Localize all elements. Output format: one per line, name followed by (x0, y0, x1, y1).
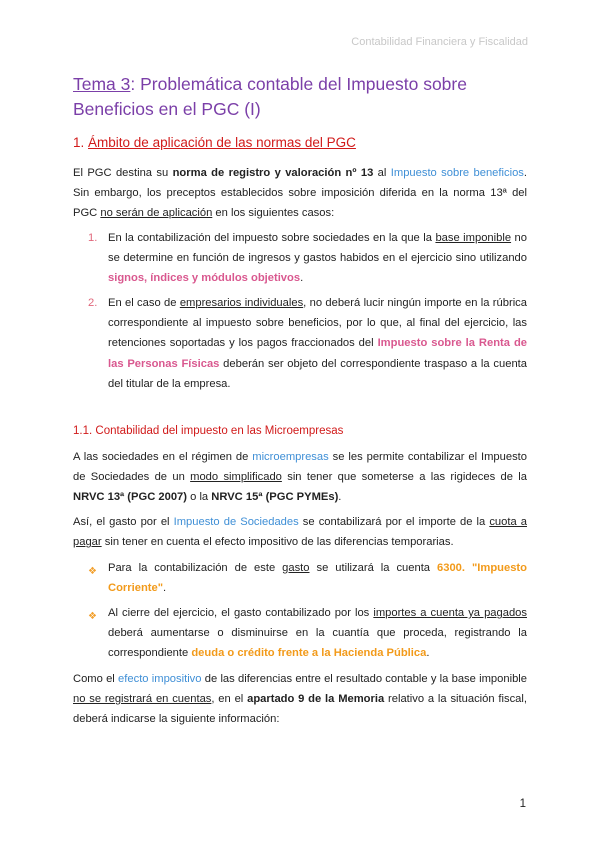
text: El PGC destina su (73, 167, 173, 179)
paragraph-2 (73, 447, 527, 508)
text: . Sin embargo, los preceptos establecidos sobre imposición diferida en la norma 13ª del PGC (73, 167, 528, 220)
text: sin tener que someterse a las rigideces de la (281, 471, 527, 484)
diamond-bullet-icon: ❖ (88, 611, 97, 622)
highlight-text: signos, índices y módulos objetivos (108, 272, 301, 285)
list-number: 2. (88, 297, 98, 309)
text: relativo a la situación fiscal, deberá indicarse la siguiente información: (73, 693, 528, 726)
section-number: 1.1. (73, 425, 93, 437)
highlight-text: 6300. "Impuesto Corriente" (108, 562, 527, 595)
text: Como el (73, 673, 119, 685)
text: Para la contabilización de este (108, 562, 283, 574)
text: se contabilizará por el importe de la (298, 516, 490, 528)
text: Al cierre del ejercicio, el gasto contabilizado por los (108, 607, 374, 619)
text: sin tener en cuenta el efecto impositivo de las diferencias temporarias. (101, 536, 454, 549)
text: al (373, 167, 391, 179)
list-number: 1. (88, 232, 98, 244)
bullet-item (90, 558, 527, 598)
text: de las diferencias entre el resultado contable y la base imponible (201, 673, 528, 685)
text: se les permite contabilizar el Impuesto de Sociedades de un (73, 451, 528, 484)
text: Así, el gasto por el (73, 516, 174, 528)
underlined-text: no serán de aplicación (100, 207, 213, 220)
title-tema: Tema 3 (73, 74, 131, 94)
bold-text: NRVC 15ª (PGC PYMEs) (211, 491, 339, 504)
text: , en el (211, 693, 248, 706)
bold-text: norma de registro y valoración nº 13 (172, 167, 374, 179)
title-line2: Beneficios en el PGC (I) (73, 99, 261, 119)
list-item (90, 293, 527, 394)
section-heading-1-1 (73, 425, 343, 437)
section-heading-1 (73, 135, 356, 150)
term-link: efecto impositivo (118, 673, 202, 685)
bullet-item (90, 603, 527, 664)
paragraph-3 (73, 512, 527, 552)
section-title: Contabilidad del impuesto en las Microempresas (95, 425, 344, 437)
underlined-text: cuota a pagar (73, 516, 527, 549)
title-rest: : Problemática contable del Impuesto sobre (130, 74, 467, 94)
underlined-text: empresarios individuales (179, 297, 304, 309)
term-link: Impuesto sobre beneficios (390, 167, 524, 179)
list-item (90, 228, 527, 289)
underlined-text: no se registrará en cuentas (73, 693, 212, 706)
term-link: Impuesto de Sociedades (173, 516, 299, 528)
text: deberá aumentarse o disminuirse en la cuantía que proceda, registrando la correspondiente (108, 627, 527, 660)
text: en los siguientes casos: (212, 207, 335, 220)
text: . (338, 491, 342, 504)
bold-text: apartado 9 de la Memoria (247, 693, 385, 706)
text: se utilizará la cuenta (309, 562, 437, 574)
section-number: 1. (73, 135, 85, 150)
text: deberán ser objeto del correspondiente traspaso a la cuenta del titular de la empresa. (108, 357, 527, 390)
text: En la contabilización del impuesto sobre sociedades en la que la (108, 232, 436, 244)
underlined-text: base imponible (435, 232, 512, 244)
page-title (73, 72, 533, 122)
diamond-bullet-icon: ❖ (88, 566, 97, 577)
highlight-text: deuda o crédito frente a la Hacienda Pública (191, 647, 427, 660)
text: . (426, 647, 430, 660)
term-link: microempresas (252, 451, 329, 463)
text: A las sociedades en el régimen de (73, 451, 253, 463)
underlined-text: modo simplificado (190, 471, 282, 484)
running-header: Contabilidad Financiera y Fiscalidad (351, 36, 528, 48)
text: . (163, 582, 167, 595)
text: o la (187, 491, 212, 504)
section-title: Ámbito de aplicación de las normas del PGC (88, 135, 356, 150)
highlight-text: Impuesto sobre la Renta de las Personas Físicas (108, 337, 528, 370)
paragraph-1 (73, 163, 527, 224)
underlined-text: importes a cuenta ya pagados (373, 607, 527, 619)
text: no se determine en función de ingresos y gastos habidos en el ejercicio sino utilizando (108, 232, 527, 265)
paragraph-4 (73, 669, 527, 730)
text: , no deberá lucir ningún importe en la rúbrica correspondiente al impuesto sobre beneficios, por lo que, al final del ejercicio, las retenciones soportadas y los pagos fraccionados del (108, 297, 528, 350)
text: En el caso de (108, 297, 180, 309)
page-number: 1 (519, 798, 526, 810)
bold-text: NRVC 13ª (PGC 2007) (73, 491, 187, 504)
text: . (300, 272, 304, 285)
underlined-text: gasto (282, 562, 310, 574)
